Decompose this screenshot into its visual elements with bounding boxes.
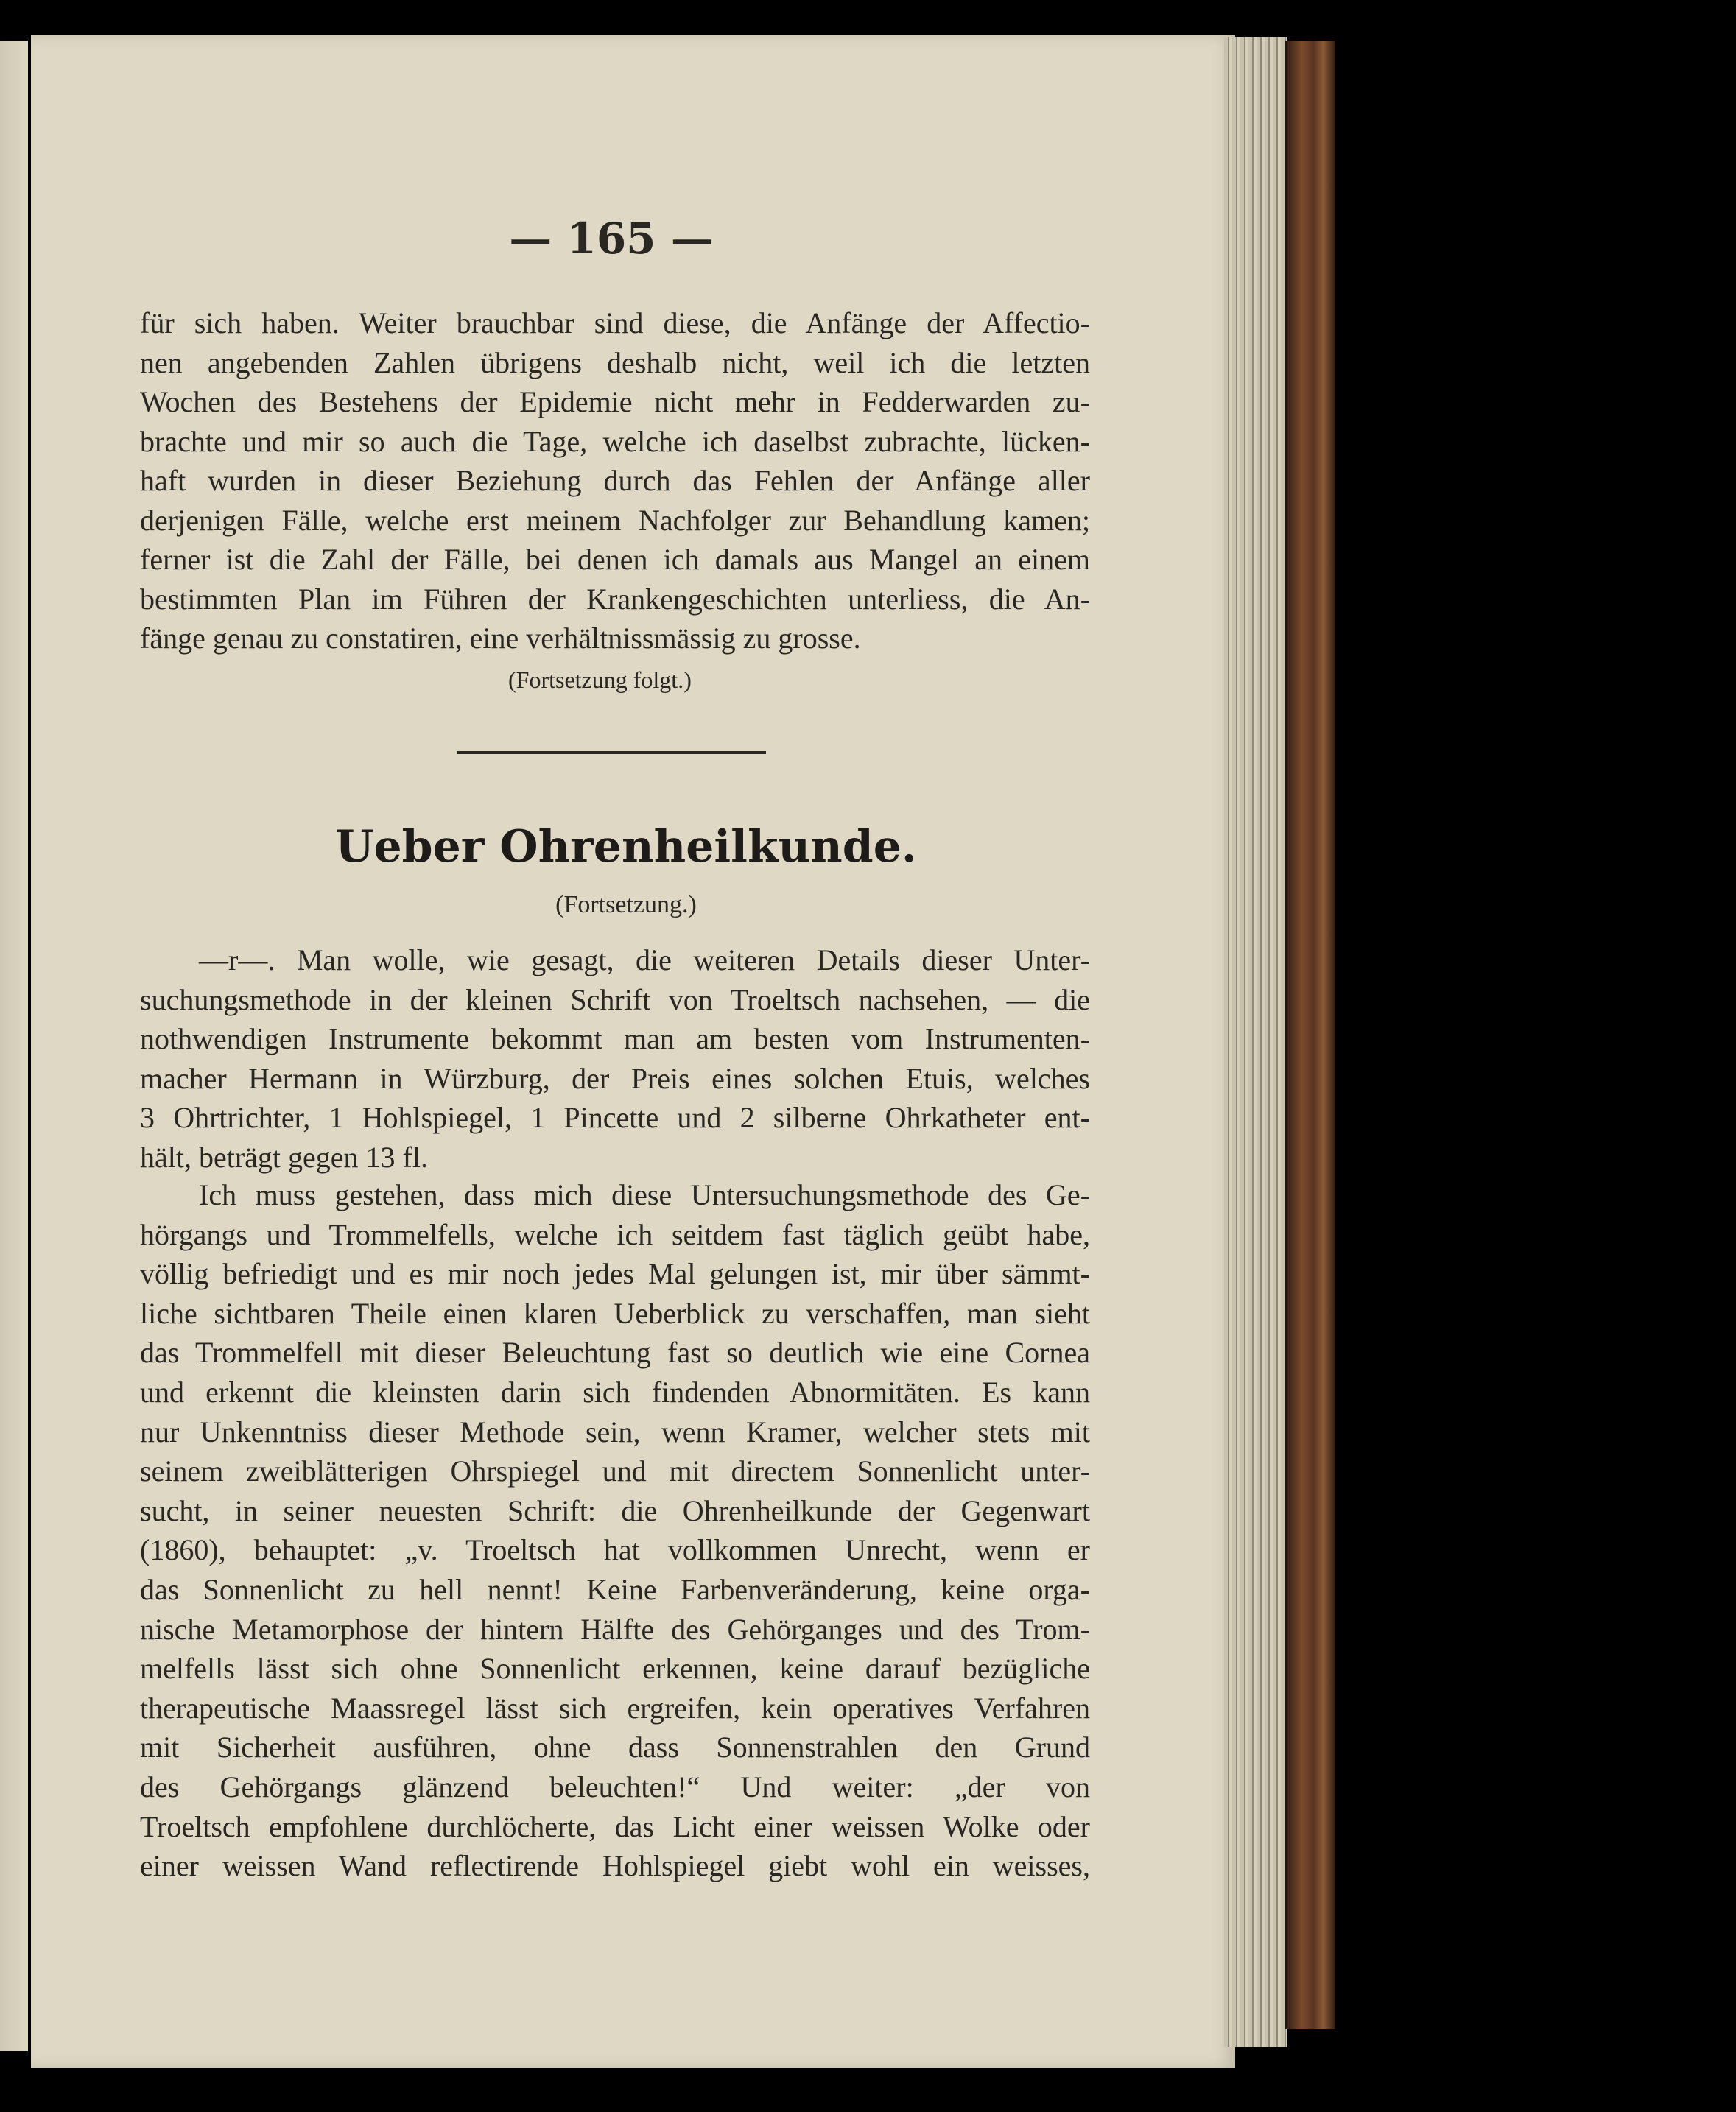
text-line: seinem zweiblätterigen Ohrspiegel und mit directem Sonnenlicht unter- <box>140 1454 1090 1488</box>
text-line: haft wurden in dieser Beziehung durch das Fehlen der Anfänge aller <box>140 464 1090 497</box>
text-line: völlig befriedigt und es mir noch jedes Mal gelungen ist, mir über sämmt- <box>140 1257 1090 1291</box>
text-line: hörgangs und Trommelfells, welche ich seitdem fast täglich geübt habe, <box>140 1217 1090 1251</box>
text-line: für sich haben. Weiter brauchbar sind diese, die Anfänge der Affectio- <box>140 306 1090 339</box>
text-line: 3 Ohrtrichter, 1 Hohlspiegel, 1 Pincette und 2 silberne Ohrkatheter ent- <box>140 1101 1090 1134</box>
text-line: hält, beträgt gegen 13 fl. <box>140 1140 428 1174</box>
text-line: melfells lässt sich ohne Sonnenlicht erkennen, keine darauf bezügliche <box>140 1652 1090 1686</box>
page-stack-edges <box>1224 37 1287 2047</box>
text-line: therapeutische Maassregel lässt sich ergreifen, kein operatives Verfahren <box>140 1691 1090 1725</box>
text-line: suchungsmethode in der kleinen Schrift von Troeltsch nachsehen, — die <box>140 982 1090 1016</box>
text-line: derjenigen Fälle, welche erst meinem Nachfolger zur Behandlung kamen; <box>140 503 1090 537</box>
text-line: das Trommelfell mit dieser Beleuchtung fast so deutlich wie eine Cornea <box>140 1336 1090 1370</box>
text-line: (1860), behauptet: „v. Troeltsch hat vollkommen Unrecht, wenn er <box>140 1533 1090 1567</box>
text-line: —r—. Man wolle, wie gesagt, die weiteren Details dieser Unter- <box>199 943 1090 976</box>
text-line: Troeltsch empfohlene durchlöcherte, das Licht einer weissen Wolke oder <box>140 1809 1090 1843</box>
section-divider <box>457 751 766 754</box>
text-line: nen angebenden Zahlen übrigens deshalb nicht, weil ich die letzten <box>140 345 1090 379</box>
text-line: Ich muss gestehen, dass mich diese Untersuchungsmethode des Ge- <box>199 1178 1090 1211</box>
text-line: und erkennt die kleinsten darin sich findenden Abnormitäten. Es kann <box>140 1376 1090 1409</box>
text-line: nur Unkenntniss dieser Methode sein, wenn Kramer, welcher stets mit <box>140 1415 1090 1449</box>
book-cover-spine <box>1285 41 1335 2029</box>
text-line: Wochen des Bestehens der Epidemie nicht mehr in Fedderwarden zu- <box>140 385 1090 418</box>
text-line: ferner ist die Zahl der Fälle, bei denen ich damals aus Mangel an einem <box>140 543 1090 576</box>
text-line: sucht, in seiner neuesten Schrift: die Ohrenheilkunde der Gegenwart <box>140 1493 1090 1527</box>
text-line: nische Metamorphose der hintern Hälfte des Gehörganges und des Trom- <box>140 1612 1090 1646</box>
page-number: — 165 — <box>509 214 714 264</box>
text-line: liche sichtbaren Theile einen klaren Ueberblick zu verschaffen, man sieht <box>140 1296 1090 1330</box>
text-line: das Sonnenlicht zu hell nennt! Keine Farbenveränderung, keine orga- <box>140 1573 1090 1606</box>
previous-page-edge <box>0 41 28 2051</box>
text-line: des Gehörgangs glänzend beleuchten!“ Und weiter: „der von <box>140 1770 1090 1803</box>
text-line: bestimmten Plan im Führen der Krankengeschichten unterliess, die An- <box>140 582 1090 616</box>
text-line: nothwendigen Instrumente bekommt man am besten vom Instrumenten- <box>140 1022 1090 1055</box>
section-title: Ueber Ohrenheilkunde. <box>335 821 917 873</box>
text-line: einer weissen Wand reflectirende Hohlspiegel giebt wohl ein weisses, <box>140 1849 1090 1883</box>
text-line: macher Hermann in Würzburg, der Preis eines solchen Etuis, welches <box>140 1061 1090 1095</box>
text-line: fänge genau zu constatiren, eine verhältnissmässig zu grosse. <box>140 622 861 655</box>
continued-note: (Fortsetzung folgt.) <box>508 666 692 693</box>
section-subtitle: (Fortsetzung.) <box>555 891 697 918</box>
text-line: brachte und mir so auch die Tage, welche ich daselbst zubrachte, lücken- <box>140 424 1090 458</box>
text-line: mit Sicherheit ausführen, ohne dass Sonnenstrahlen den Grund <box>140 1731 1090 1764</box>
